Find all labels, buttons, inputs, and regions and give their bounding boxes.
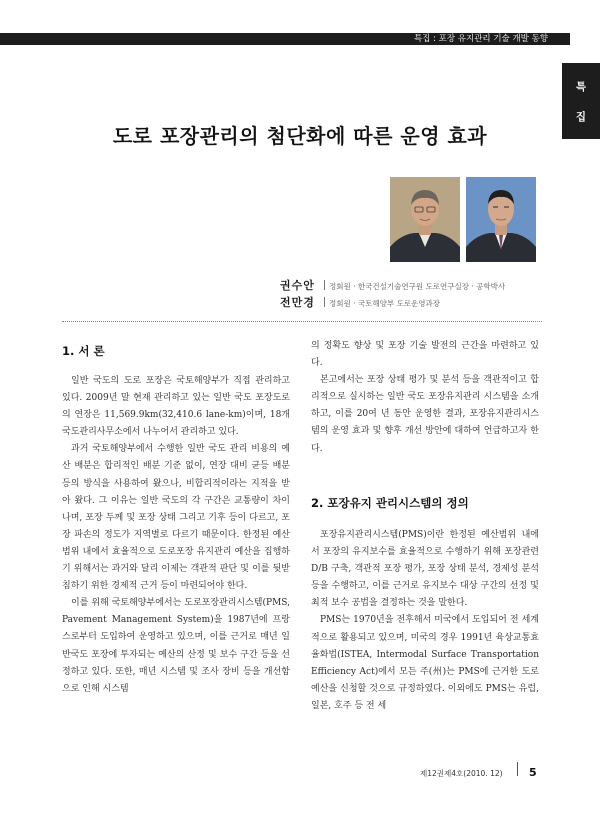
right-column-bottom xyxy=(311,527,539,715)
left-column xyxy=(62,373,290,698)
body-paragraph: 일반 국도의 도로 포장은 국토해양부가 직접 관리하고 있다. 2009년 말 현재 관리하고 있는 일반 국도 포장도로의 연장은 11,569.9km(32,410.6 lane-km)이며, 18개 국도관리사무소에서 나누어서 관리하고 있다. xyxy=(62,376,290,438)
section-heading-introduction: 1. 서 론 xyxy=(62,344,105,358)
portrait-2-image xyxy=(466,177,536,262)
side-tab-char-1: 특 xyxy=(575,81,587,93)
body-paragraph: 포장유지관리시스템(PMS)이란 한정된 예산범위 내에서 포장의 유지보수를 효율적으로 수행하기 위해 포장관련 D/B 구축, 객관적 포장 평가, 포장 상태 분석, 경제성 분석 등을 수행하고, 이를 근거로 유지보수 대상 구간의 선정 및 최적 보수 공법을 결정하는 것을 말한다. xyxy=(311,530,539,609)
portrait-1-image xyxy=(390,177,460,262)
section-label: 특집 : 포장 유지관리 기술 개발 동향 xyxy=(413,34,548,44)
header-divider xyxy=(62,321,542,322)
body-paragraph: 이를 위해 국토해양부에서는 도로포장관리시스템(PMS, Pavement Management System)을 1987년에 프랑스로부터 도입하여 운영하고 있으며, 이를 근거로 매년 일반국도 포장에 투자되는 예산의 산정 및 보수 구간 등을 선정하고 있다. 또한, 매년 시스템 및 조사 장비 등을 개선함으로 인해 시스템 xyxy=(62,598,290,694)
author-name: 권수안 xyxy=(280,279,315,292)
author-photo-2 xyxy=(466,177,536,262)
article-title: 도로 포장관리의 첨단화에 따른 운영 효과 xyxy=(112,124,488,148)
author-name: 전만경 xyxy=(280,296,315,309)
section-heading-pms-definition: 2. 포장유지 관리시스템의 정의 xyxy=(311,496,469,510)
author-photo-1 xyxy=(390,177,460,262)
body-paragraph: 의 정확도 향상 및 포장 기술 발전의 근간을 마련하고 있다. xyxy=(311,341,539,369)
journal-issue: 제12권제4호(2010. 12) xyxy=(420,769,503,778)
author-separator xyxy=(324,297,325,307)
right-column-top xyxy=(311,338,539,458)
body-paragraph: 과거 국토해양부에서 수행한 일반 국도 관리 비용의 예산 배분은 합리적인 배분 기준 없이, 연장 대비 균등 배분 등의 방식을 사용하여 왔으나, 비합리적이라는 지적을 받아 왔다. 그 이유는 일반 국도의 각 구간은 교통량이 차이나며, 포장 두께 및 포장 상태 그리고 기후 등이 다르고, 포장 파손의 정도가 지역별로 다르기 때문이다. 한정된 예산 범위 내에서 효율적으로 도로포장 유지관리 예산을 집행하기 위해서는 과거와 달리 이제는 객관적 판단 및 이를 뒷받침하기 위한 경제적 근거 등이 마련되어야 한다. xyxy=(62,444,290,592)
section-header-bar xyxy=(0,33,570,45)
footer-divider xyxy=(517,762,518,776)
author-affiliation: 정회원 · 국토해양부 도로운영과장 xyxy=(329,299,440,308)
author-affiliation: 정회원 · 한국건설기술연구원 도로연구실장 · 공학박사 xyxy=(329,282,506,291)
author-separator xyxy=(324,280,325,290)
body-paragraph: 본고에서는 포장 상태 평가 및 분석 등을 객관적이고 합리적으로 실시하는 일반 국도 포장유지관리 시스템을 소개하고, 이를 20여 년 동안 운영한 결과, 포장유지관리시스템의 운영 효과 및 향후 개선 방안에 대하여 언급하고자 한다. xyxy=(311,375,539,454)
side-tab-char-2: 집 xyxy=(575,111,587,123)
page-number: 5 xyxy=(529,766,537,779)
author-line-2 xyxy=(280,291,440,310)
body-paragraph: PMS는 1970년을 전후해서 미국에서 도입되어 전 세계적으로 활용되고 있으며, 미국의 경우 1991년 육상교통효율화법(ISTEA, Intermodal Surface Transportation Efficiency Act)에서 모든 주(州)는 PMS에 근거한 도로 예산을 신청할 것으로 규정하였다. 이외에도 PMS는 유럽, 일본, 호주 등 전 세 xyxy=(311,615,539,711)
